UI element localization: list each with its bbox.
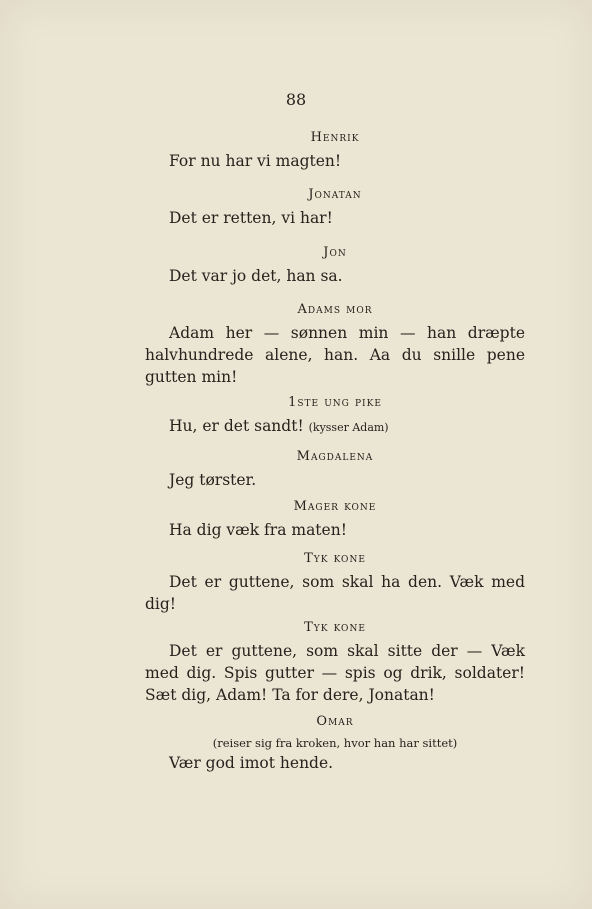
dialogue-block-magdalena <box>145 447 525 491</box>
dialogue-line: Ha dig væk fra maten! <box>169 521 347 539</box>
speaker-name: Adams mor <box>297 302 373 317</box>
dialogue-block-tyk-kone-2 <box>145 618 525 706</box>
dialogue-block-ung-pike <box>145 393 525 439</box>
dialogue-block-henrik <box>145 128 525 172</box>
dialogue-line: Vær god imot hende. <box>169 754 334 772</box>
stage-direction: (kysser Adam) <box>308 421 389 434</box>
dialogue-line: Det var jo det, han sa. <box>169 267 343 285</box>
dialogue-block-omar <box>145 712 525 774</box>
speaker-name: 1ste ung pike <box>288 395 382 410</box>
dialogue-block-jonatan <box>145 185 525 229</box>
dialogue-line <box>145 415 525 439</box>
dialogue-block-tyk-kone-1 <box>145 549 525 615</box>
dialogue-line: Det er guttene, som skal ha den. Væk med dig! <box>145 573 525 613</box>
stage-direction: (reiser sig fra kroken, hvor han har sittet) <box>212 736 458 750</box>
speaker-name: Jon <box>323 245 347 260</box>
speaker-name: Tyk kone <box>304 551 366 566</box>
dialogue-line: For nu har vi magten! <box>169 152 342 170</box>
speaker-name: Henrik <box>310 130 360 145</box>
dialogue-line: Jeg tørster. <box>169 471 257 489</box>
speaker-name: Jonatan <box>308 187 362 202</box>
dialogue-line: Adam her — sønnen min — han dræpte halvhundrede alene, han. Aa du snille pene gutten min! <box>145 324 525 386</box>
dialogue-text: Hu, er det sandt! <box>169 417 304 435</box>
speaker-name: Omar <box>316 714 354 729</box>
dialogue-block-mager-kone <box>145 497 525 541</box>
dialogue-line: Det er guttene, som skal sitte der — Væk med dig. Spis gutter — spis og drik, soldater! Sæt dig, Adam! Ta for dere, Jonatan! <box>145 642 525 704</box>
speaker-name: Magdalena <box>296 449 374 464</box>
dialogue-block-jon <box>145 243 525 287</box>
dialogue-block-adams-mor <box>145 300 525 388</box>
dialogue-line: Det er retten, vi har! <box>169 209 333 227</box>
page-number: 88 <box>285 90 307 109</box>
speaker-name: Mager kone <box>293 499 377 514</box>
speaker-name: Tyk kone <box>304 620 366 635</box>
